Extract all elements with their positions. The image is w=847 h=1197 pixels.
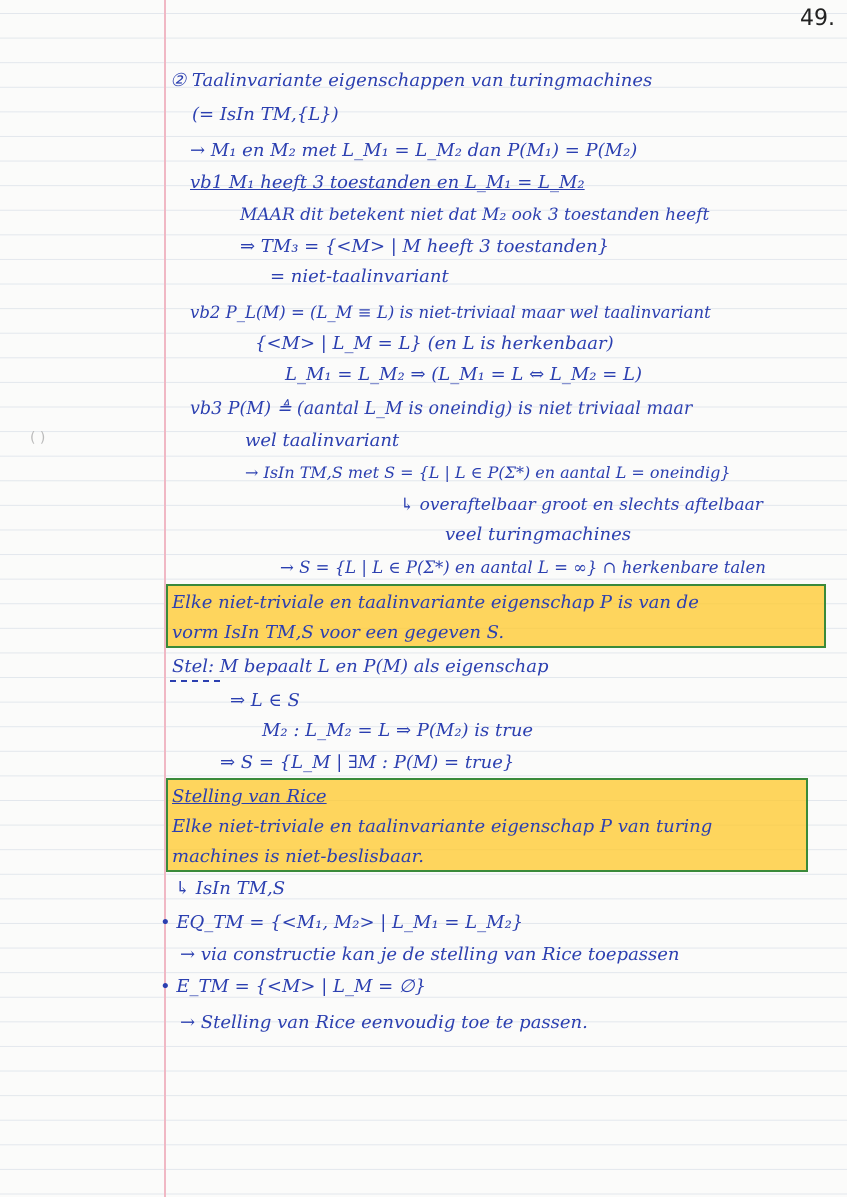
section-heading: ② Taalinvariante eigenschappen van turingmachines bbox=[170, 70, 653, 91]
note-line: (= IsIn TM,{L}) bbox=[192, 104, 339, 125]
note-line: ⇒ L ∈ S bbox=[230, 690, 300, 711]
note-line: • E_TM = {<M> | L_M = ∅} bbox=[160, 976, 427, 997]
example-3: vb3 P(M) ≜ (aantal L_M is oneindig) is niet triviaal maar bbox=[190, 399, 693, 419]
definition-line: vorm IsIn TM,S voor een gegeven S. bbox=[172, 622, 505, 643]
theorem-line: machines is niet-beslisbaar. bbox=[172, 846, 424, 867]
note-line: = niet-taalinvariant bbox=[270, 266, 449, 287]
theorem-title: Stelling van Rice bbox=[172, 786, 327, 807]
note-line: → Stelling van Rice eenvoudig toe te passen. bbox=[180, 1012, 588, 1033]
note-line: wel taalinvariant bbox=[245, 430, 400, 451]
example-2: vb2 P_L(M) = (L_M ≡ L) is niet-triviaal maar wel taalinvariant bbox=[190, 303, 711, 322]
margin-mark: ( ) bbox=[30, 430, 46, 446]
underline-dash bbox=[170, 680, 220, 682]
note-line: → via constructie kan je de stelling van Rice toepassen bbox=[180, 944, 680, 965]
note-line: MAAR dit betekent niet dat M₂ ook 3 toestanden heeft bbox=[240, 205, 710, 225]
note-line: ⇒ TM₃ = {<M> | M heeft 3 toestanden} bbox=[240, 236, 610, 257]
note-line: → S = {L | L ∈ P(Σ*) en aantal L = ∞} ∩ herkenbare talen bbox=[280, 558, 766, 577]
page-number: 49. bbox=[800, 6, 835, 31]
note-line: Stel: M bepaalt L en P(M) als eigenschap bbox=[172, 656, 549, 677]
note-line: ⇒ S = {L_M | ∃M : P(M) = true} bbox=[220, 752, 515, 773]
note-line: → IsIn TM,S met S = {L | L ∈ P(Σ*) en aantal L = oneindig} bbox=[245, 463, 731, 482]
definition-line: Elke niet-triviale en taalinvariante eigenschap P is van de bbox=[172, 592, 699, 613]
note-line: L_M₁ = L_M₂ ⇒ (L_M₁ = L ⇔ L_M₂ = L) bbox=[285, 364, 642, 385]
note-line: veel turingmachines bbox=[445, 524, 631, 545]
note-line: ↳ IsIn TM,S bbox=[175, 878, 286, 899]
note-line: M₂ : L_M₂ = L ⇒ P(M₂) is true bbox=[262, 720, 534, 741]
note-line: ↳ overaftelbaar groot en slechts aftelbaar bbox=[400, 495, 763, 515]
example-1: vb1 M₁ heeft 3 toestanden en L_M₁ = L_M₂ bbox=[190, 172, 585, 193]
note-line: {<M> | L_M = L} (en L is herkenbaar) bbox=[255, 333, 614, 354]
note-line: • EQ_TM = {<M₁, M₂> | L_M₁ = L_M₂} bbox=[160, 912, 524, 933]
note-line: → M₁ en M₂ met L_M₁ = L_M₂ dan P(M₁) = P(M₂) bbox=[190, 140, 638, 161]
theorem-line: Elke niet-triviale en taalinvariante eigenschap P van turing bbox=[172, 816, 713, 837]
